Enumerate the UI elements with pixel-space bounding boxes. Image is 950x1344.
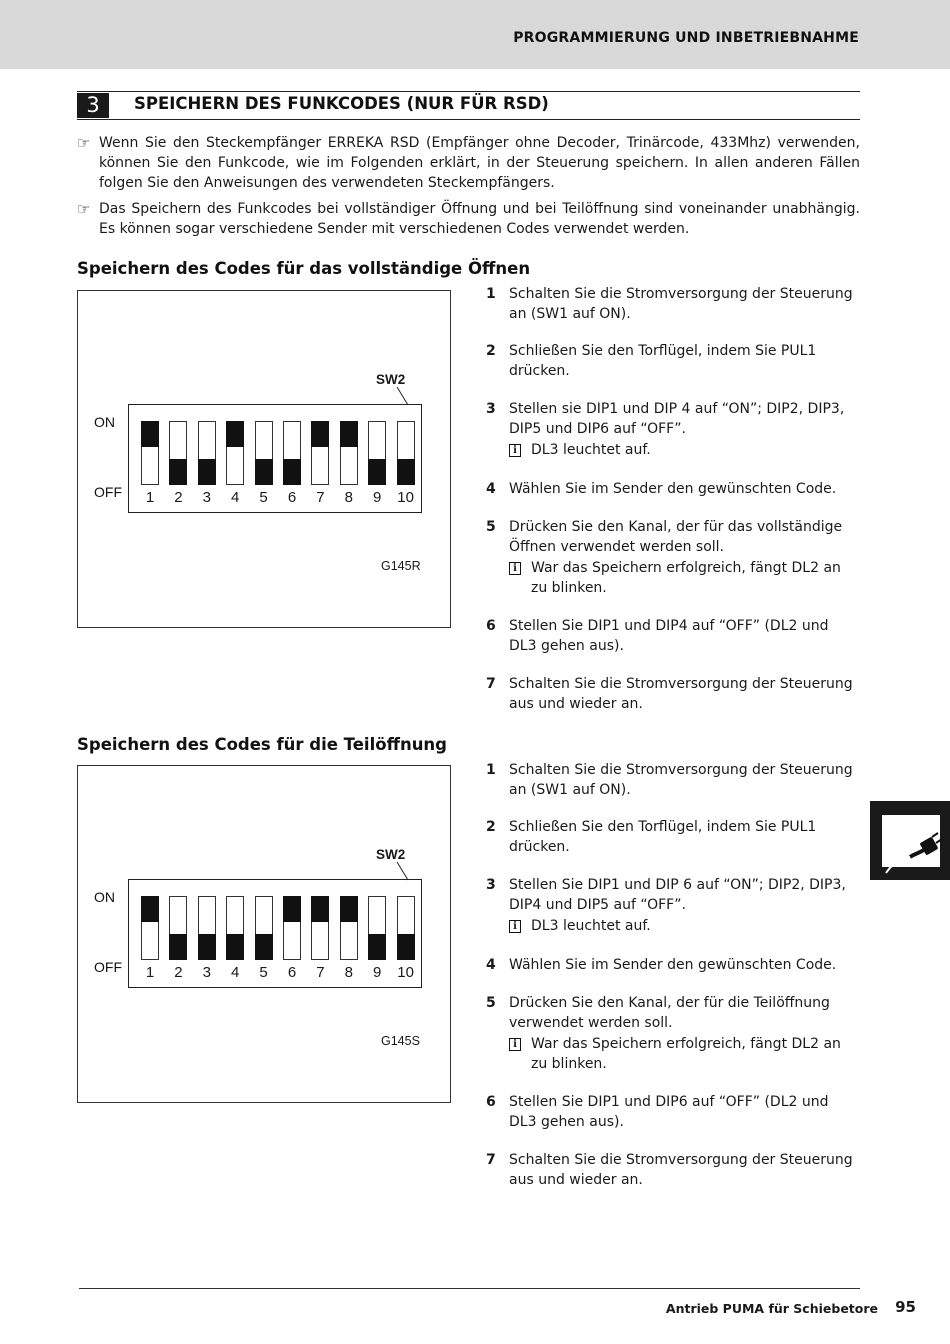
- dip-switch-4: [226, 421, 244, 485]
- dip-number: 5: [259, 489, 268, 506]
- switch-knob: [397, 934, 415, 960]
- dip-switch-4: [226, 896, 244, 960]
- dip-switch-6: [283, 421, 301, 485]
- pointing-hand-icon: ☞: [77, 134, 91, 152]
- note-text: DL3 leuchtet auf.: [531, 442, 651, 458]
- dip-number: 8: [344, 964, 353, 981]
- info-icon: i: [509, 920, 521, 933]
- step-text: Schließen Sie den Torflügel, indem Sie PUL1 drücken.: [509, 343, 817, 379]
- info-icon: i: [509, 1038, 521, 1051]
- dip-switch-1: [141, 421, 159, 485]
- info-icon: i: [509, 562, 521, 575]
- switch-knob: [169, 459, 187, 485]
- switch-knob: [255, 934, 273, 960]
- on-label: ON: [94, 889, 115, 905]
- step-number: 4: [486, 481, 496, 497]
- switch-knob: [311, 896, 329, 922]
- dip-number: 9: [373, 964, 382, 981]
- intro-paragraph-1: [77, 133, 860, 193]
- dip-switch-10: [397, 421, 415, 485]
- step-number: 1: [486, 762, 496, 778]
- step-text: Schließen Sie den Torflügel, indem Sie PUL1 drücken.: [509, 819, 817, 855]
- intro-text: Das Speichern des Funkcodes bei vollständiger Öffnung und bei Teilöffnung sind voneinander unabhängig. Es können sogar verschiedene Sender mit verschiedenen Codes verwendet werden.: [99, 201, 860, 237]
- switch-label: SW2: [376, 847, 406, 862]
- switch-knob: [169, 934, 187, 960]
- leader-line: [396, 861, 410, 881]
- figure-code: G145R: [381, 559, 421, 573]
- dip-switch-3: [198, 896, 216, 960]
- step-number: 7: [486, 1152, 496, 1168]
- dip-number: 3: [202, 964, 211, 981]
- dip-number: 3: [202, 489, 211, 506]
- info-icon: i: [509, 444, 521, 457]
- dip-switch-9: [368, 421, 386, 485]
- intro-paragraph-2: [77, 199, 860, 239]
- dip-number: 4: [231, 964, 240, 981]
- dip-number: 7: [316, 489, 325, 506]
- dip-switch-8: [340, 896, 358, 960]
- switch-knob: [368, 934, 386, 960]
- step-item: [486, 761, 860, 800]
- subheading-full-open: Speichern des Codes für das vollständige Öffnen: [77, 259, 531, 278]
- step-note: [509, 559, 860, 598]
- switch-knob: [340, 896, 358, 922]
- footer-rule: [79, 1288, 860, 1289]
- switch-knob: [368, 459, 386, 485]
- step-item: [486, 876, 860, 937]
- note-text: War das Speichern erfolgreich, fängt DL2 an zu blinken.: [531, 560, 841, 596]
- step-note: [509, 1035, 860, 1074]
- intro-text: Wenn Sie den Steckempfänger ERREKA RSD (Empfänger ohne Decoder, Trinärcode, 433Mhz) verwenden, können Sie den Funkcode, wie im Folgenden erklärt, in der Steuerung speichern. In allen anderen Fällen folgen Sie den Anweisungen des verwendeten Steckempfängers.: [99, 135, 860, 191]
- step-item: [486, 480, 860, 500]
- switch-knob: [283, 459, 301, 485]
- step-number: 6: [486, 1094, 496, 1110]
- step-item: [486, 818, 860, 857]
- dip-switch-figure: [77, 290, 451, 628]
- off-label: OFF: [94, 484, 122, 500]
- dip-switch-5: [255, 896, 273, 960]
- section-number: 3: [77, 93, 109, 118]
- step-item: [486, 617, 860, 656]
- step-text: Stellen sie DIP1 und DIP 4 auf “ON”; DIP2, DIP3, DIP5 und DIP6 auf “OFF”.: [509, 401, 845, 437]
- step-number: 6: [486, 618, 496, 634]
- switch-knob: [226, 934, 244, 960]
- dip-switch-7: [311, 421, 329, 485]
- note-text: War das Speichern erfolgreich, fängt DL2 an zu blinken.: [531, 1036, 841, 1072]
- step-number: 3: [486, 401, 496, 417]
- step-item: [486, 342, 860, 381]
- step-item: [486, 400, 860, 461]
- dip-number: 10: [397, 489, 414, 506]
- dip-number: 2: [174, 489, 183, 506]
- dip-number: 8: [344, 489, 353, 506]
- dip-number: 10: [397, 964, 414, 981]
- footer-title: Antrieb PUMA für Schiebetore: [665, 1301, 878, 1316]
- dip-switch-6: [283, 896, 301, 960]
- dip-switch-9: [368, 896, 386, 960]
- step-number: 2: [486, 343, 496, 359]
- step-text: Wählen Sie im Sender den gewünschten Code.: [509, 957, 837, 973]
- step-note: [509, 441, 860, 461]
- step-item: [486, 1093, 860, 1132]
- step-text: Stellen Sie DIP1 und DIP4 auf “OFF” (DL2 und DL3 gehen aus).: [509, 618, 829, 654]
- switch-knob: [340, 421, 358, 447]
- pointing-hand-icon: ☞: [77, 200, 91, 218]
- switch-knob: [226, 421, 244, 447]
- step-number: 4: [486, 957, 496, 973]
- step-item: [486, 518, 860, 598]
- dip-switch-7: [311, 896, 329, 960]
- dip-switch-2: [169, 421, 187, 485]
- step-number: 7: [486, 676, 496, 692]
- dip-number: 9: [373, 489, 382, 506]
- switch-knob: [255, 459, 273, 485]
- dip-number: 5: [259, 964, 268, 981]
- off-label: OFF: [94, 959, 122, 975]
- step-text: Stellen Sie DIP1 und DIP6 auf “OFF” (DL2 und DL3 gehen aus).: [509, 1094, 829, 1130]
- dip-switch-block: [128, 404, 422, 513]
- note-text: DL3 leuchtet auf.: [531, 918, 651, 934]
- step-item: [486, 1151, 860, 1190]
- step-text: Schalten Sie die Stromversorgung der Steuerung an (SW1 auf ON).: [509, 286, 853, 322]
- on-label: ON: [94, 414, 115, 430]
- step-text: Schalten Sie die Stromversorgung der Steuerung aus und wieder an.: [509, 1152, 853, 1188]
- step-number: 3: [486, 877, 496, 893]
- power-plug-icon: [870, 801, 950, 880]
- step-item: [486, 675, 860, 714]
- dip-number: 6: [287, 489, 297, 506]
- chapter-side-tab: [870, 801, 950, 880]
- switch-knob: [311, 421, 329, 447]
- dip-number: 6: [287, 964, 297, 981]
- switch-label: SW2: [376, 372, 406, 387]
- step-number: 5: [486, 995, 496, 1011]
- dip-switch-8: [340, 421, 358, 485]
- step-text: Drücken Sie den Kanal, der für das vollständige Öffnen verwendet werden soll.: [509, 519, 843, 555]
- switch-knob: [198, 459, 216, 485]
- dip-number: 1: [145, 964, 155, 981]
- subheading-partial-open: Speichern des Codes für die Teilöffnung: [77, 735, 447, 754]
- dip-switch-3: [198, 421, 216, 485]
- section-title: SPEICHERN DES FUNKCODES (NUR FÜR RSD): [134, 94, 549, 113]
- switch-knob: [283, 896, 301, 922]
- step-text: Schalten Sie die Stromversorgung der Steuerung an (SW1 auf ON).: [509, 762, 853, 798]
- step-item: [486, 956, 860, 976]
- dip-number: 1: [145, 489, 155, 506]
- step-item: [486, 994, 860, 1074]
- dip-switch-2: [169, 896, 187, 960]
- dip-number: 2: [174, 964, 183, 981]
- dip-switch-5: [255, 421, 273, 485]
- header-bar: [0, 0, 950, 69]
- switch-knob: [141, 421, 159, 447]
- step-text: Schalten Sie die Stromversorgung der Steuerung aus und wieder an.: [509, 676, 853, 712]
- switch-knob: [198, 934, 216, 960]
- dip-switch-block: [128, 879, 422, 988]
- switch-knob: [141, 896, 159, 922]
- page-number: 95: [895, 1298, 916, 1316]
- dip-number: 4: [231, 489, 240, 506]
- figure-code: G145S: [381, 1034, 420, 1048]
- step-number: 2: [486, 819, 496, 835]
- dip-number: 7: [316, 964, 325, 981]
- section-heading: [77, 91, 860, 120]
- switch-knob: [397, 459, 415, 485]
- step-number: 1: [486, 286, 496, 302]
- step-number: 5: [486, 519, 496, 535]
- dip-switch-1: [141, 896, 159, 960]
- step-item: [486, 285, 860, 324]
- leader-line: [396, 386, 410, 406]
- step-text: Stellen Sie DIP1 und DIP 6 auf “ON”; DIP2, DIP3, DIP4 und DIP5 auf “OFF”.: [509, 877, 846, 913]
- step-note: [509, 917, 860, 937]
- dip-switch-figure: [77, 765, 451, 1103]
- step-text: Wählen Sie im Sender den gewünschten Code.: [509, 481, 837, 497]
- header-title: PROGRAMMIERUNG UND INBETRIEBNAHME: [513, 30, 859, 46]
- dip-switch-10: [397, 896, 415, 960]
- step-text: Drücken Sie den Kanal, der für die Teilöffnung verwendet werden soll.: [509, 995, 830, 1031]
